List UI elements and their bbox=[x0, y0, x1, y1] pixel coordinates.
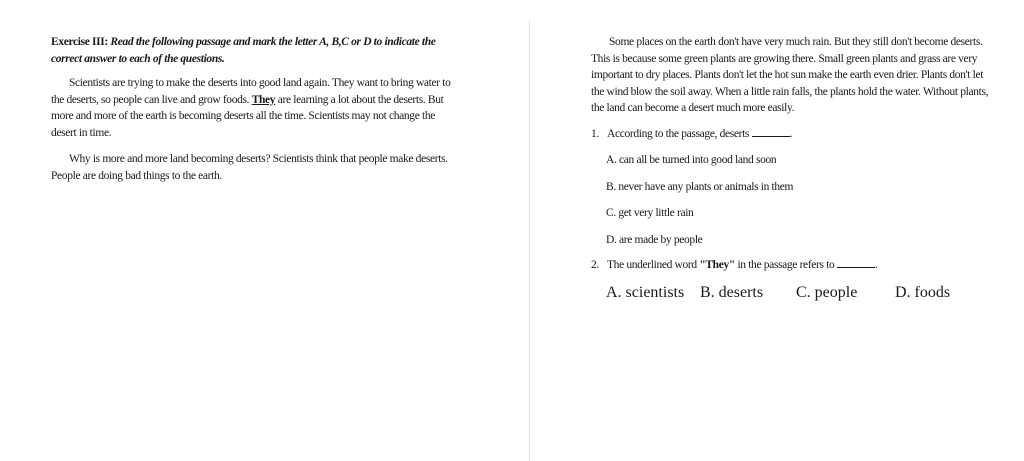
question-1-option-b: B. never have any plants or animals in them bbox=[606, 180, 794, 193]
question-1-prompt: According to the passage, deserts bbox=[607, 127, 750, 140]
passage-paragraph-1 bbox=[51, 75, 451, 141]
question-2-end: . bbox=[874, 259, 878, 271]
question-2-blank bbox=[837, 257, 875, 268]
paragraph1-after: are learning a lot about the deserts. But more and more of the earth is becoming deserts all the time. Scientists may not change the desert in time. bbox=[51, 93, 444, 139]
question-1-option-a: A. can all be turned into good land soon bbox=[606, 154, 777, 166]
question-2-after: in the passage refers to bbox=[734, 259, 835, 271]
exercise-label: Exercise III: bbox=[51, 36, 108, 48]
question-2-option-d: D. foods bbox=[895, 283, 951, 301]
exercise-instruction: Read the following passage and mark the letter A, B,C or D to indicate the correct answer to each of the questions. bbox=[51, 36, 436, 65]
question-2 bbox=[591, 257, 996, 274]
right-page bbox=[531, 0, 1024, 461]
question-2-quoted-word: "They" bbox=[699, 259, 735, 271]
right-column bbox=[591, 34, 996, 300]
passage-paragraph-2: Why is more and more land becoming deserts? Scientists think that people make deserts. People are doing bad things to the earth. bbox=[51, 153, 448, 182]
page-divider bbox=[529, 20, 530, 461]
question-1-number: 1. bbox=[591, 127, 599, 140]
question-1-text bbox=[607, 126, 996, 143]
exercise-heading bbox=[51, 34, 451, 67]
question-2-option-b: B. deserts bbox=[700, 283, 764, 301]
question-1-option-c: C. get very little rain bbox=[606, 207, 694, 219]
question-2-before: The underlined word bbox=[607, 259, 700, 271]
question-2-option-a: A. scientists bbox=[606, 283, 685, 301]
question-2-option-c: C. people bbox=[796, 283, 858, 301]
underlined-word-they: They bbox=[251, 93, 276, 106]
question-1-option-d: D. are made by people bbox=[606, 233, 703, 246]
paragraph1-before: Scientists are trying to make the deserts into good land again. They want to bring water to the deserts, so people can live and grow foods. bbox=[51, 77, 451, 106]
passage-paragraph-3: Some places on the earth don't have very much rain. But they still don't become deserts. This is because some green plants are growing there. Small green plants and grass are very important to dry places. Plants don't let the hot sun make the earth even drier. Plants don't let the wind blow the soil away. When a little rain falls, the plants hold the water. Without plants, the land can become a desert much more easily. bbox=[591, 36, 989, 114]
question-1-blank bbox=[752, 126, 790, 137]
question-1 bbox=[591, 126, 996, 143]
question-2-number: 2. bbox=[591, 259, 599, 271]
question-2-text bbox=[607, 257, 996, 274]
left-column bbox=[51, 34, 451, 194]
question-1-end: . bbox=[789, 127, 793, 140]
question-2-options bbox=[591, 284, 996, 301]
